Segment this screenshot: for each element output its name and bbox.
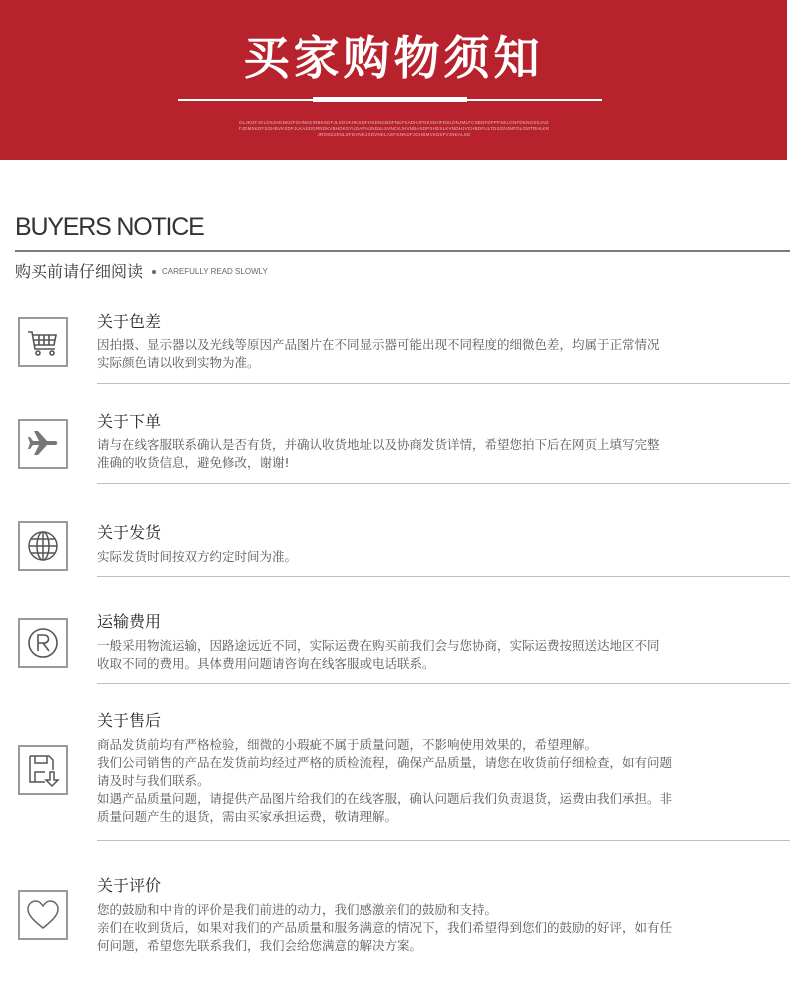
- section-title-order: 关于下单: [97, 412, 162, 431]
- section-line: 收取不同的费用。具体费用问题请咨询在线客服或电话联系。: [97, 656, 435, 671]
- section-divider: [97, 840, 790, 841]
- section-line: 因拍摄、显示器以及光线等原因产品图片在不同显示器可能出现不同程度的细微色差，均属于正常情况: [97, 337, 660, 352]
- section-body-aftersale: [97, 736, 747, 826]
- section-icon-freight: [18, 618, 68, 668]
- section-divider: [97, 383, 790, 384]
- section-icon-review: [18, 890, 68, 940]
- heart-icon: [25, 897, 61, 933]
- section-title-color: 关于色差: [97, 312, 162, 331]
- section-line: 商品发货前均有严格检验，细微的小瑕疵不属于质量问题，不影响使用效果的，希望理解。: [97, 737, 598, 752]
- section-title-freight: 运输费用: [97, 612, 162, 631]
- section-icon-aftersale: [18, 745, 68, 795]
- banner-divider-accent: [313, 97, 467, 102]
- shopping-cart-icon: [25, 324, 61, 360]
- section-line: 何问题，希望您先联系我们，我们会给您满意的解决方案。: [97, 938, 423, 953]
- banner-fine-print: DLJKDFJGLDSJHGDKDFGHNKEIRBKSDFJLSDVKHKSDFHSDNGBDFNKFSADHJFNKSDHFDSLDNJMLFCSBDFDFPPSELGNFDKNGSSJADFJDMSKDFSGHBVKSDFJLKASDGRNDKVBHDKSYUDAFHJNDSLSVNCKJHVNBASDPSHDSLKVNDHJVCHBDFULTDSGNJMFDLGMTRHLKRJROSDJSNLSFDVNKJXDVNKLASFGNKDFJGHBMVKDSFVJNKALSD: [238, 120, 550, 137]
- section-line: 我们公司销售的产品在发货前均经过严格的质检流程，确保产品质量，请您在收货前仔细检查，如有问题: [97, 755, 673, 770]
- section-line: 请及时与我们联系。: [97, 773, 210, 788]
- section-line: 质量问题产生的退货，需由买家承担运费，敬请理解。: [97, 809, 398, 824]
- section-divider: [97, 683, 790, 684]
- section-line: 如遇产品质量问题，请提供产品图片给我们的在线客服，确认问题后我们负责退货，运费由我们承担。非: [97, 791, 673, 806]
- section-line: 实际发货时间按双方约定时间为准。: [97, 549, 298, 564]
- page-title-en: BUYERS NOTICE: [15, 213, 204, 241]
- section-body-shipping: [97, 548, 747, 566]
- registered-icon: [25, 625, 61, 661]
- save-download-icon: [25, 752, 61, 788]
- section-line: 实际颜色请以收到实物为准。: [97, 355, 260, 370]
- section-line: 您的鼓励和中肯的评价是我们前进的动力，我们感激亲们的鼓励和支持。: [97, 902, 498, 917]
- page-subtitle-cn: 购买前请仔细阅读: [15, 262, 144, 281]
- section-line: 亲们在收到货后，如果对我们的产品质量和服务满意的情况下，我们希望得到您们的鼓励的好评，如有任: [97, 920, 673, 935]
- section-body-order: [97, 436, 747, 472]
- section-icon-color: [18, 317, 68, 367]
- title-divider: [15, 250, 790, 252]
- section-title-review: 关于评价: [97, 876, 162, 895]
- section-icon-shipping: [18, 521, 68, 571]
- section-line: 准确的收货信息，避免修改，谢谢!: [97, 455, 290, 470]
- section-title-aftersale: 关于售后: [97, 711, 162, 730]
- page-subtitle-en: CAREFULLY READ SLOWLY: [162, 267, 268, 276]
- globe-icon: [25, 528, 61, 564]
- section-divider: [97, 576, 790, 577]
- section-body-freight: [97, 637, 747, 673]
- header-banner: [0, 0, 787, 160]
- section-body-review: [97, 901, 747, 955]
- section-line: 请与在线客服联系确认是否有货，并确认收货地址以及协商发货详情，希望您拍下后在网页上填写完整: [97, 437, 660, 452]
- section-body-color: [97, 336, 747, 372]
- bullet-dot: [152, 270, 156, 274]
- section-icon-order: [18, 419, 68, 469]
- banner-title: 买家购物须知: [243, 31, 544, 85]
- section-line: 一般采用物流运输，因路途远近不同，实际运费在购买前我们会与您协商，实际运费按照送达地区不同: [97, 638, 660, 653]
- airplane-icon: [25, 426, 61, 462]
- section-divider: [97, 483, 790, 484]
- section-title-shipping: 关于发货: [97, 523, 162, 542]
